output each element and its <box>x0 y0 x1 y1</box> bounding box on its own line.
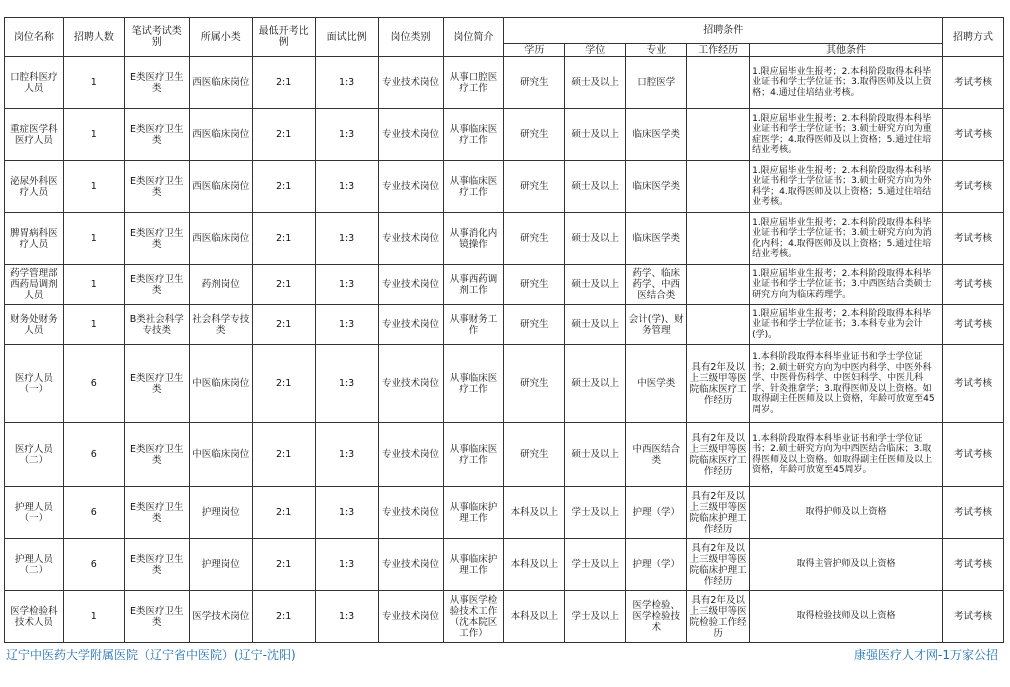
cell-method: 考试考核 <box>942 591 1003 643</box>
cell-education: 研究生 <box>504 305 565 345</box>
cell-position-name: 脾胃病科医疗人员 <box>5 213 64 265</box>
cell-min-ratio: 2:1 <box>252 161 315 213</box>
cell-degree: 硕士及以上 <box>565 57 626 109</box>
cell-subcategory: 社会科学专技类 <box>189 305 252 345</box>
cell-subcategory: 医学技术岗位 <box>189 591 252 643</box>
cell-other: 1.本科阶段取得本科毕业证书和学士学位证书；2.硕士研究方向为中西医结合临床；3.取得医师及以上资格。如取得副主任医师及以上资格，年龄可放宽至45周岁。 <box>750 423 943 487</box>
cell-education: 本科及以上 <box>504 487 565 539</box>
cell-experience: 具有2年及以上三级甲等医院临床医疗工作经历 <box>687 423 750 487</box>
cell-interview-ratio: 1:3 <box>315 345 378 423</box>
cell-subcategory: 西医临床岗位 <box>189 213 252 265</box>
cell-count: 1 <box>63 161 124 213</box>
cell-interview-ratio: 1:3 <box>315 265 378 305</box>
cell-method: 考试考核 <box>942 345 1003 423</box>
cell-exam-category: E类医疗卫生类 <box>124 345 189 423</box>
header-degree: 学位 <box>565 44 626 57</box>
cell-major: 会计(学)、财务管理 <box>626 305 687 345</box>
cell-method: 考试考核 <box>942 265 1003 305</box>
cell-method: 考试考核 <box>942 487 1003 539</box>
cell-subcategory: 中医临床岗位 <box>189 345 252 423</box>
cell-min-ratio: 2:1 <box>252 213 315 265</box>
cell-method: 考试考核 <box>942 305 1003 345</box>
cell-count: 1 <box>63 265 124 305</box>
cell-exam-category: E类医疗卫生类 <box>124 539 189 591</box>
cell-major: 护理（学） <box>626 539 687 591</box>
table-row <box>5 161 1004 213</box>
cell-education: 研究生 <box>504 423 565 487</box>
cell-subcategory: 西医临床岗位 <box>189 161 252 213</box>
header-other: 其他条件 <box>750 44 943 57</box>
header-conditions: 招聘条件 <box>504 18 943 44</box>
cell-method: 考试考核 <box>942 539 1003 591</box>
cell-post-type: 专业技术岗位 <box>378 487 443 539</box>
cell-degree: 硕士及以上 <box>565 213 626 265</box>
cell-interview-ratio: 1:3 <box>315 539 378 591</box>
cell-other: 1.限应届毕业生报考；2.本科阶段取得本科毕业证书和学士学位证书；3.硕士研究方向为外科学；4.取得医师及以上资格；5.通过住培结业考核。 <box>750 161 943 213</box>
cell-count: 6 <box>63 423 124 487</box>
table-row <box>5 305 1004 345</box>
cell-post-intro: 从事医学检验技术工作（沈本院区工作） <box>443 591 504 643</box>
footer-hospital-name: 辽宁中医药大学附属医院（辽宁省中医院）(辽宁-沈阳) <box>6 648 296 662</box>
cell-major: 临床医学类 <box>626 109 687 161</box>
cell-exam-category: E类医疗卫生类 <box>124 265 189 305</box>
header-experience: 工作经历 <box>687 44 750 57</box>
cell-other: 1.限应届毕业生报考；2.本科阶段取得本科毕业证书和学士学位证书；3.中西医结合类硕士研究方向为临床药理学。 <box>750 265 943 305</box>
cell-exam-category: E类医疗卫生类 <box>124 423 189 487</box>
table-body <box>5 57 1004 643</box>
cell-experience: 具有2年及以上三级甲等医院临床护理工作经历 <box>687 539 750 591</box>
cell-degree: 学士及以上 <box>565 487 626 539</box>
cell-other: 1.限应届毕业生报考；2.本科阶段取得本科毕业证书和学士学位证书；3.取得医师及以上资格；4.通过住培结业考核。 <box>750 57 943 109</box>
cell-position-name: 护理人员（二） <box>5 539 64 591</box>
table-row <box>5 539 1004 591</box>
table-row <box>5 423 1004 487</box>
cell-post-intro: 从事临床护理工作 <box>443 487 504 539</box>
table-row <box>5 345 1004 423</box>
cell-interview-ratio: 1:3 <box>315 161 378 213</box>
cell-major: 中西医结合类 <box>626 423 687 487</box>
cell-min-ratio: 2:1 <box>252 305 315 345</box>
cell-major: 医学检验、医学检验技术 <box>626 591 687 643</box>
table-row <box>5 57 1004 109</box>
cell-method: 考试考核 <box>942 109 1003 161</box>
cell-position-name: 医疗人员（一） <box>5 345 64 423</box>
cell-education: 本科及以上 <box>504 591 565 643</box>
cell-min-ratio: 2:1 <box>252 487 315 539</box>
cell-post-type: 专业技术岗位 <box>378 213 443 265</box>
cell-method: 考试考核 <box>942 213 1003 265</box>
footer-source: 康强医疗人才网-1万家公招 <box>854 648 998 662</box>
cell-degree: 硕士及以上 <box>565 345 626 423</box>
cell-major: 护理（学） <box>626 487 687 539</box>
header-position-name: 岗位名称 <box>5 18 64 57</box>
cell-post-type: 专业技术岗位 <box>378 161 443 213</box>
cell-degree: 学士及以上 <box>565 591 626 643</box>
cell-post-intro: 从事临床护理工作 <box>443 539 504 591</box>
cell-major: 临床医学类 <box>626 213 687 265</box>
cell-experience <box>687 213 750 265</box>
cell-post-type: 专业技术岗位 <box>378 345 443 423</box>
cell-education: 研究生 <box>504 161 565 213</box>
cell-count: 1 <box>63 591 124 643</box>
cell-subcategory: 护理岗位 <box>189 487 252 539</box>
cell-other: 1.限应届毕业生报考；2.本科阶段取得本科毕业证书和学士学位证书；3.本科专业为会计(学)。 <box>750 305 943 345</box>
cell-method: 考试考核 <box>942 57 1003 109</box>
cell-other: 1.本科阶段取得本科毕业证书和学士学位证书；2.硕士研究方向为中医内科学、中医外科学、中医骨伤科学、中医妇科学、中医儿科学、针灸推拿学；3.取得医师及以上资格。如取得副主任医师及以上资格，年龄可放宽至45周岁。 <box>750 345 943 423</box>
cell-method: 考试考核 <box>942 423 1003 487</box>
cell-exam-category: B类社会科学专技类 <box>124 305 189 345</box>
table-row <box>5 213 1004 265</box>
cell-position-name: 护理人员（一） <box>5 487 64 539</box>
cell-post-intro: 从事临床医疗工作 <box>443 423 504 487</box>
cell-interview-ratio: 1:3 <box>315 57 378 109</box>
cell-interview-ratio: 1:3 <box>315 423 378 487</box>
cell-major: 口腔医学 <box>626 57 687 109</box>
cell-count: 6 <box>63 487 124 539</box>
header-education: 学历 <box>504 44 565 57</box>
cell-post-intro: 从事临床医疗工作 <box>443 109 504 161</box>
cell-interview-ratio: 1:3 <box>315 487 378 539</box>
cell-education: 研究生 <box>504 345 565 423</box>
cell-position-name: 财务处财务人员 <box>5 305 64 345</box>
cell-experience <box>687 265 750 305</box>
cell-min-ratio: 2:1 <box>252 265 315 305</box>
cell-degree: 硕士及以上 <box>565 109 626 161</box>
cell-degree: 硕士及以上 <box>565 305 626 345</box>
header-major: 专业 <box>626 44 687 57</box>
cell-post-intro: 从事消化内镜操作 <box>443 213 504 265</box>
cell-experience <box>687 305 750 345</box>
cell-interview-ratio: 1:3 <box>315 109 378 161</box>
cell-position-name: 重症医学科医疗人员 <box>5 109 64 161</box>
cell-experience <box>687 109 750 161</box>
cell-major: 临床医学类 <box>626 161 687 213</box>
header-exam-category: 笔试考试类别 <box>124 18 189 57</box>
cell-post-intro: 从事财务工作 <box>443 305 504 345</box>
cell-degree: 硕士及以上 <box>565 423 626 487</box>
cell-count: 1 <box>63 305 124 345</box>
cell-major: 药学、临床药学、中西医结合类 <box>626 265 687 305</box>
cell-count: 1 <box>63 109 124 161</box>
cell-post-type: 专业技术岗位 <box>378 265 443 305</box>
cell-degree: 学士及以上 <box>565 539 626 591</box>
cell-min-ratio: 2:1 <box>252 539 315 591</box>
cell-position-name: 药学管理部西药局调剂人员 <box>5 265 64 305</box>
cell-count: 6 <box>63 345 124 423</box>
cell-exam-category: E类医疗卫生类 <box>124 109 189 161</box>
cell-experience <box>687 161 750 213</box>
cell-post-type: 专业技术岗位 <box>378 109 443 161</box>
cell-post-intro: 从事临床医疗工作 <box>443 161 504 213</box>
header-post-intro: 岗位简介 <box>443 18 504 57</box>
cell-method: 考试考核 <box>942 161 1003 213</box>
cell-post-type: 专业技术岗位 <box>378 423 443 487</box>
header-count: 招聘人数 <box>63 18 124 57</box>
recruitment-table <box>4 17 1004 643</box>
cell-degree: 硕士及以上 <box>565 265 626 305</box>
table-row <box>5 591 1004 643</box>
cell-subcategory: 西医临床岗位 <box>189 109 252 161</box>
cell-exam-category: E类医疗卫生类 <box>124 161 189 213</box>
cell-count: 6 <box>63 539 124 591</box>
cell-other: 1.限应届毕业生报考；2.本科阶段取得本科毕业证书和学士学位证书；3.硕士研究方向为重症医学；4.取得医师及以上资格；5.通过住培结业考核。 <box>750 109 943 161</box>
cell-min-ratio: 2:1 <box>252 109 315 161</box>
cell-interview-ratio: 1:3 <box>315 305 378 345</box>
cell-min-ratio: 2:1 <box>252 591 315 643</box>
cell-post-intro: 从事西药调剂工作 <box>443 265 504 305</box>
header-post-type: 岗位类别 <box>378 18 443 57</box>
cell-subcategory: 药剂岗位 <box>189 265 252 305</box>
cell-position-name: 泌尿外科医疗人员 <box>5 161 64 213</box>
cell-education: 研究生 <box>504 109 565 161</box>
header-interview-ratio: 面试比例 <box>315 18 378 57</box>
cell-other: 取得检验技师及以上资格 <box>750 591 943 643</box>
cell-min-ratio: 2:1 <box>252 57 315 109</box>
cell-major: 中医学类 <box>626 345 687 423</box>
cell-degree: 硕士及以上 <box>565 161 626 213</box>
cell-subcategory: 中医临床岗位 <box>189 423 252 487</box>
table-row <box>5 487 1004 539</box>
cell-education: 研究生 <box>504 213 565 265</box>
cell-position-name: 医疗人员（二） <box>5 423 64 487</box>
cell-other: 取得主管护师及以上资格 <box>750 539 943 591</box>
table-row <box>5 109 1004 161</box>
cell-subcategory: 护理岗位 <box>189 539 252 591</box>
cell-exam-category: E类医疗卫生类 <box>124 487 189 539</box>
cell-exam-category: E类医疗卫生类 <box>124 591 189 643</box>
cell-position-name: 口腔科医疗人员 <box>5 57 64 109</box>
cell-experience <box>687 57 750 109</box>
cell-education: 研究生 <box>504 265 565 305</box>
cell-interview-ratio: 1:3 <box>315 591 378 643</box>
cell-other: 取得护师及以上资格 <box>750 487 943 539</box>
cell-exam-category: E类医疗卫生类 <box>124 57 189 109</box>
cell-experience: 具有2年及以上三级甲等医院检验工作经历 <box>687 591 750 643</box>
cell-post-type: 专业技术岗位 <box>378 305 443 345</box>
cell-post-type: 专业技术岗位 <box>378 57 443 109</box>
cell-count: 1 <box>63 213 124 265</box>
cell-interview-ratio: 1:3 <box>315 213 378 265</box>
cell-min-ratio: 2:1 <box>252 345 315 423</box>
cell-count: 1 <box>63 57 124 109</box>
cell-post-type: 专业技术岗位 <box>378 539 443 591</box>
cell-education: 研究生 <box>504 57 565 109</box>
cell-other: 1.限应届毕业生报考；2.本科阶段取得本科毕业证书和学士学位证书；3.硕士研究方向为消化内科；4.取得医师及以上资格；5.通过住培结业考核。 <box>750 213 943 265</box>
cell-post-intro: 从事口腔医疗工作 <box>443 57 504 109</box>
cell-min-ratio: 2:1 <box>252 423 315 487</box>
cell-experience: 具有2年及以上三级甲等医院临床医疗工作经历 <box>687 345 750 423</box>
header-min-ratio: 最低开考比例 <box>252 18 315 57</box>
cell-position-name: 医学检验科技术人员 <box>5 591 64 643</box>
header-method: 招聘方式 <box>942 18 1003 57</box>
cell-subcategory: 西医临床岗位 <box>189 57 252 109</box>
cell-education: 本科及以上 <box>504 539 565 591</box>
header-subcategory: 所属小类 <box>189 18 252 57</box>
cell-post-type: 专业技术岗位 <box>378 591 443 643</box>
cell-exam-category: E类医疗卫生类 <box>124 213 189 265</box>
cell-post-intro: 从事临床医疗工作 <box>443 345 504 423</box>
cell-experience: 具有2年及以上三级甲等医院临床护理工作经历 <box>687 487 750 539</box>
table-row <box>5 265 1004 305</box>
